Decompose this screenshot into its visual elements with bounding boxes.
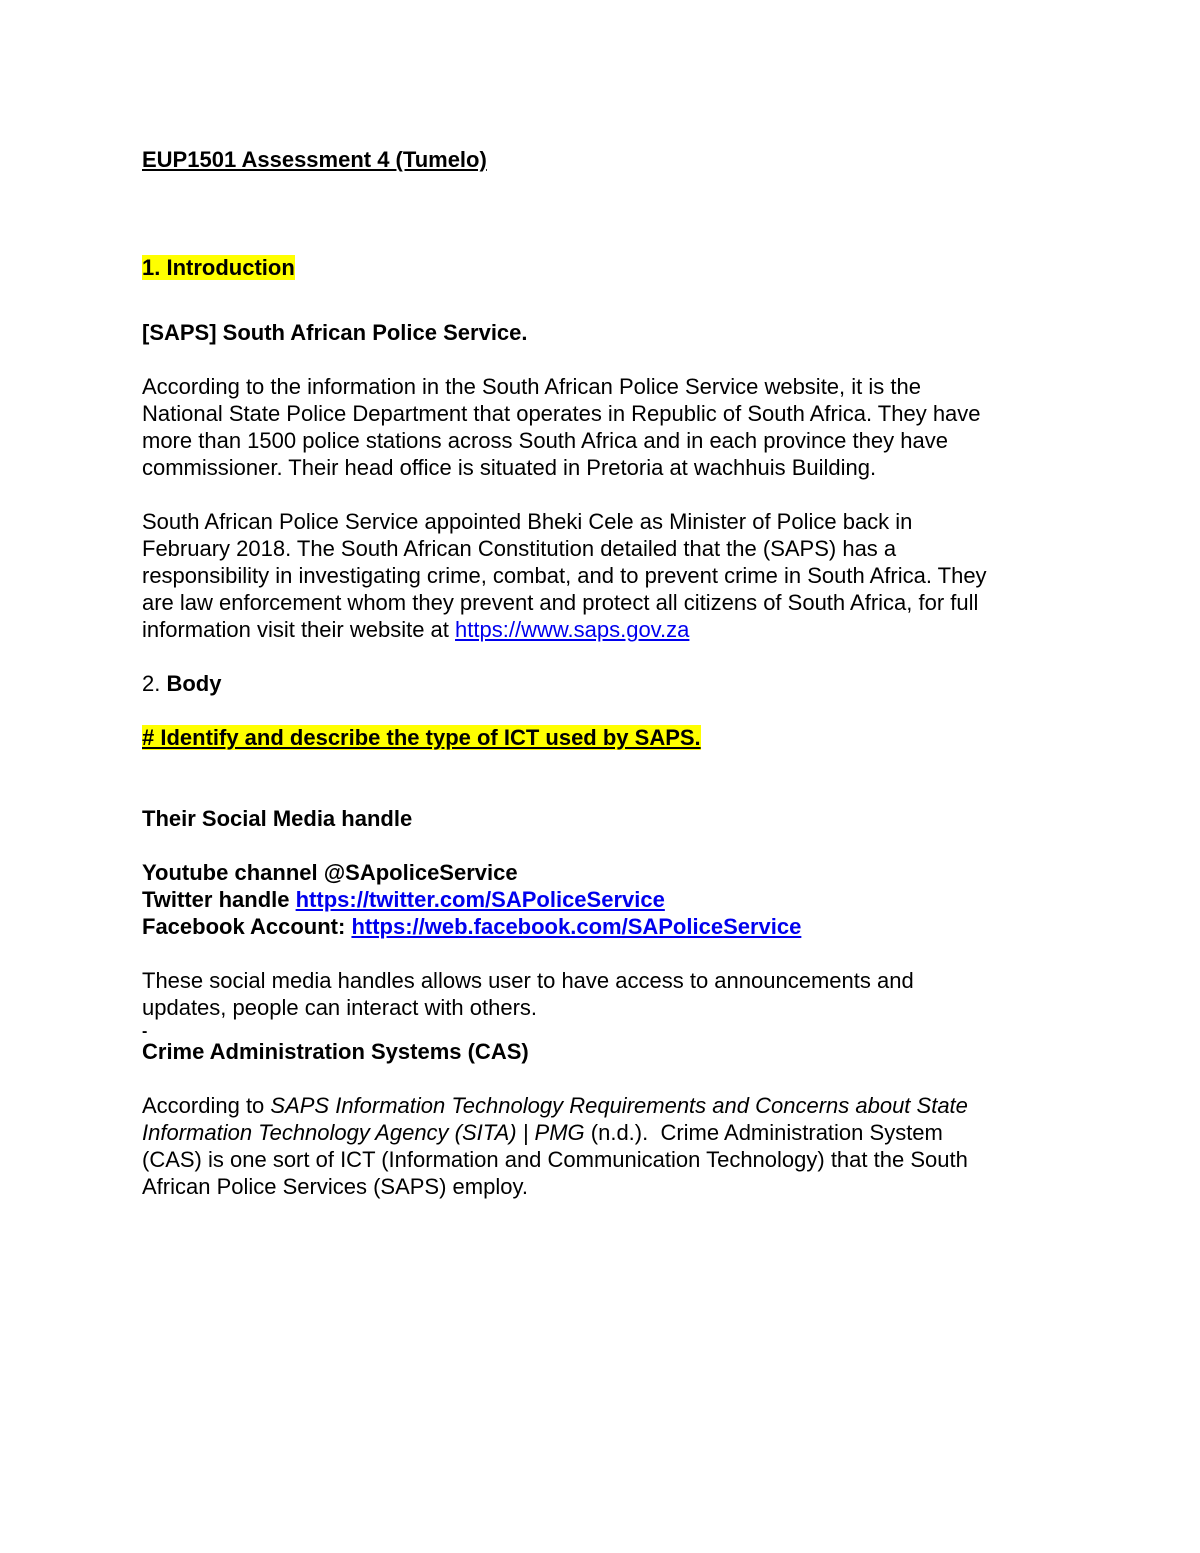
body-heading-text: Body bbox=[166, 671, 222, 696]
youtube-line: Youtube channel @SApoliceService bbox=[142, 860, 518, 885]
paragraph-line: commissioner. Their head office is situated in Pretoria at wachhuis Building. bbox=[142, 455, 877, 480]
saps-website-link[interactable]: https://www.saps.gov.za bbox=[455, 617, 690, 642]
twitter-link[interactable]: https://twitter.com/SAPoliceService bbox=[295, 887, 665, 912]
website-prefix: information visit their website at bbox=[142, 617, 456, 642]
bullet-mark: - bbox=[142, 1023, 148, 1040]
ict-question-text: # Identify and describe the type of ICT used by SAPS. bbox=[142, 725, 701, 750]
paragraph-line: are law enforcement whom they prevent and protect all citizens of South Africa, for full bbox=[142, 590, 979, 615]
paragraph-line bbox=[142, 1119, 1062, 1146]
social-media-paragraph bbox=[142, 967, 1062, 1021]
paragraph-line: more than 1500 police stations across South Africa and in each province they have bbox=[142, 428, 948, 453]
cas-citation-suffix: (n.d.). Crime Administration System bbox=[584, 1120, 943, 1145]
twitter-label: Twitter handle bbox=[142, 887, 296, 912]
social-media-heading: Their Social Media handle bbox=[142, 806, 413, 831]
paragraph-line bbox=[142, 1092, 1062, 1119]
paragraph-line: African Police Services (SAPS) employ. bbox=[142, 1174, 528, 1199]
facebook-label: Facebook Account: bbox=[142, 914, 352, 939]
paragraph-line: According to the information in the South African Police Service website, it is the bbox=[142, 374, 921, 399]
paragraph-line: These social media handles allows user to have access to announcements and bbox=[142, 968, 914, 993]
intro-paragraph-2 bbox=[142, 508, 1062, 643]
paragraph-line bbox=[142, 616, 1062, 643]
cas-heading: Crime Administration Systems (CAS) bbox=[142, 1039, 529, 1064]
intro-heading-text: 1. Introduction bbox=[142, 255, 295, 280]
body-heading bbox=[142, 670, 1062, 697]
intro-paragraph-1 bbox=[142, 373, 1062, 481]
document-page bbox=[142, 146, 1062, 1200]
twitter-line bbox=[142, 886, 1062, 913]
intro-heading bbox=[142, 254, 1062, 281]
paragraph-line: February 2018. The South African Constitution detailed that the (SAPS) has a bbox=[142, 536, 897, 561]
cas-paragraph bbox=[142, 1092, 1062, 1200]
facebook-link[interactable]: https://web.facebook.com/SAPoliceService bbox=[351, 914, 802, 939]
cas-citation-part-1: SAPS Information Technology Requirements and Concerns about State bbox=[270, 1093, 968, 1118]
document-title: EUP1501 Assessment 4 (Tumelo) bbox=[142, 147, 487, 172]
paragraph-line: (CAS) is one sort of ICT (Information and Communication Technology) that the South bbox=[142, 1147, 968, 1172]
paragraph-line: responsibility in investigating crime, combat, and to prevent crime in South Africa. They bbox=[142, 563, 987, 588]
cas-prefix: According to bbox=[142, 1093, 271, 1118]
body-number: 2. bbox=[142, 671, 167, 696]
paragraph-line: South African Police Service appointed Bheki Cele as Minister of Police back in bbox=[142, 509, 913, 534]
paragraph-line: updates, people can interact with others. bbox=[142, 995, 538, 1020]
cas-citation-part-2: Information Technology Agency (SITA) | PMG bbox=[142, 1120, 585, 1145]
intro-subheading: [SAPS] South African Police Service. bbox=[142, 320, 528, 345]
facebook-line bbox=[142, 913, 1062, 940]
paragraph-line: National State Police Department that operates in Republic of South Africa. They have bbox=[142, 401, 981, 426]
ict-question bbox=[142, 724, 1062, 751]
